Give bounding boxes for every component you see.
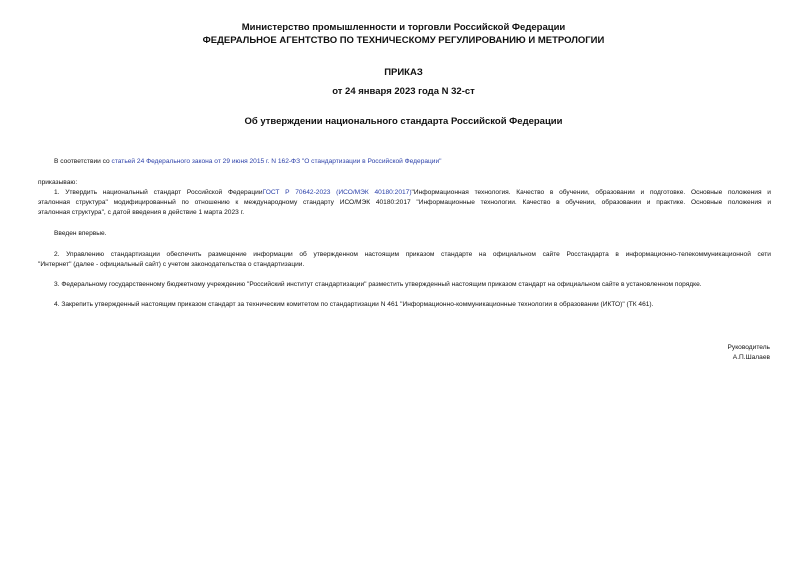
item-1 — [38, 188, 771, 218]
gost-standard-link[interactable]: ГОСТ Р 70642-2023 (ИСО/МЭК 40180:2017) — [262, 189, 412, 196]
document-type: ПРИКАЗ — [384, 67, 423, 78]
item-1-line-3: эталонная структура", с датой введения в действие 1 марта 2023 г. — [38, 209, 245, 216]
item-2-line-1: 2. Управлению стандартизации обеспечить размещение информации об утвержденном настоящим приказом стандарте на официальном сайте Росстандарта в информационно-телекоммуникационной сети — [54, 251, 771, 258]
item-1-line-1: 1. Утвердить национальный стандарт Российской ФедерацииГОСТ Р 70642-2023 (ИСО/МЭК 40180:2017)"Информационная технология. Качество в обучении, образовании и подготовке. Основные положения и — [54, 189, 771, 196]
item-4: 4. Закрепить утвержденный настоящим приказом стандарт за техническим комитетом по стандартизации N 461 "Информационно-коммуникационные технологии в образовании (ИКТО)" (ТК 461). — [54, 301, 654, 308]
law-article-link[interactable]: статьей 24 Федерального закона от 29 июня 2015 г. N 162-ФЗ "О стандартизации в Российской Федерации" — [111, 158, 442, 165]
signature-position: Руководитель — [727, 344, 770, 351]
introduced-note: Введен впервые. — [54, 230, 107, 237]
item-2 — [38, 250, 771, 270]
item-3: 3. Федеральному государственному бюджетному учреждению "Российский институт стандартизации" разместить утвержденный настоящим приказом стандарт на официальном сайте в установленном порядке. — [54, 281, 702, 288]
order-word: приказываю: — [38, 179, 78, 186]
item-2-line-2: "Интернет" (далее - официальный сайт) с учетом законодательства о стандартизации. — [38, 261, 305, 268]
preamble — [38, 157, 771, 167]
signature-name: А.П.Шалаев — [732, 354, 770, 361]
item-1-line-2: эталонная структура" модифицированный по отношению к международному стандарту ИСО/МЭК 40180:2017 "Информационные технологии. Качество в обучении, образовании и практике. Основные положения и — [38, 199, 771, 206]
document-title: Об утверждении национального стандарта Российской Федерации — [244, 116, 563, 127]
document-date-number: от 24 января 2023 года N 32-ст — [332, 86, 475, 97]
preamble-prefix: В соответствии со — [54, 158, 112, 165]
agency-name: ФЕДЕРАЛЬНОЕ АГЕНТСТВО ПО ТЕХНИЧЕСКОМУ РЕГУЛИРОВАНИЮ И МЕТРОЛОГИИ — [202, 35, 605, 46]
ministry-name: Министерство промышленности и торговли Российской Федерации — [241, 22, 566, 33]
